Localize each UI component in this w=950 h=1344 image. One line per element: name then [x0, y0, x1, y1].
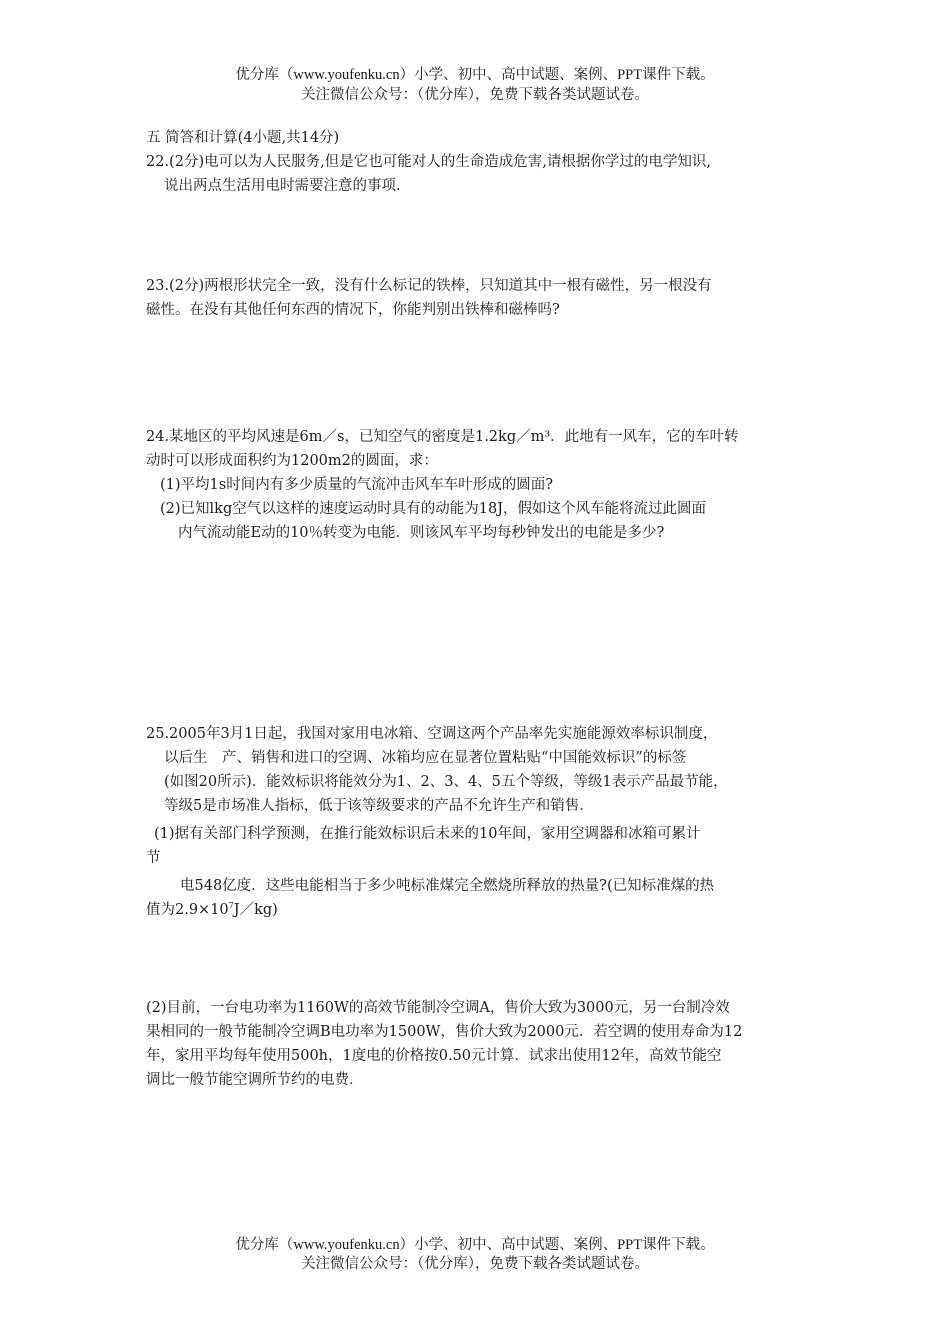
q25-part-1-line-2: 节 — [146, 850, 161, 866]
footer-line-2: 关注微信公众号：（优分库），免费下载各类试题试卷。 — [301, 1256, 649, 1272]
section-title: 五 简答和计算(4小题,共14分) — [146, 130, 340, 146]
q25-line-4: 等级5是市场准人指标，低于该等级要求的产品不允许生产和销售． — [164, 798, 594, 814]
q24-part-1: (1)平均1s时间内有多少质量的气流冲击风车车叶形成的圆面? — [160, 477, 553, 493]
q22-line-1: 22.(2分)电可以为人民服务,但是它也可能对人的生命造成危害,请根据你学过的电学知识, — [146, 154, 711, 170]
q23-line-2: 磁性。在没有其他任何东西的情况下，你能判别出铁棒和磁棒吗? — [146, 302, 560, 318]
q25-line-1: 25.2005年3月1日起，我国对家用电冰箱、空调这两个产品率先实施能源效率标识制度， — [146, 726, 718, 742]
q25-part-2-line-3: 年，家用平均每年使用500h，1度电的价格按0.50元计算．试求出使用12年，高效节能空 — [146, 1048, 722, 1064]
q23-line-1: 23.(2分)两根形状完全一致，没有什么标记的铁棒，只知道其中一根有磁性，另一根没有 — [146, 278, 712, 294]
header-line-1: 优分库（www.youfenku.cn）小学、初中、高中试题、案例、PPT课件下载。 — [235, 67, 715, 83]
q25-part-2-line-2: 果相同的一般节能制冷空调B电功率为1500W，售价大致为2000元．若空调的使用寿命为12 — [146, 1024, 743, 1040]
q25-line-2: 以后生 产、销售和进口的空调、冰箱均应在显著位置粘贴“中国能效标识”的标签 — [164, 750, 687, 766]
q24-line-2: 动时可以形成面积约为1200m2的圆面，求： — [146, 453, 438, 469]
q25-part-2-line-4: 调比一般节能空调所节约的电费． — [146, 1072, 364, 1088]
q25-part-1-line-4 — [146, 898, 278, 922]
q25-heat-unit: J／kg) — [233, 902, 278, 918]
q25-line-3: (如图20所示)．能效标识将能效分为1、2、3、4、5五个等级，等级1表示产品最节能， — [164, 774, 728, 790]
q25-part-1-line-1: (1)据有关部门科学预测，在推行能效标识后未来的10年间，家用空调器和冰箱可累计 — [154, 826, 701, 842]
header-line-2: 关注微信公众号：（优分库），免费下载各类试题试卷。 — [301, 87, 649, 103]
q24-line-1: 24.某地区的平均风速是6m／s，已知空气的密度是1.2kg／m³．此地有一风车，它的车叶转 — [146, 429, 739, 445]
q22-line-2: 说出两点生活用电时需要注意的事项. — [164, 178, 401, 194]
q24-part-2-line-1: (2)已知lkg空气以这样的速度运动时具有的动能为18J，假如这个风车能将流过此圆面 — [160, 501, 707, 517]
q25-part-1-line-3: 电548亿度．这些电能相当于多少吨标准煤完全燃烧所释放的热量?(已知标准煤的热 — [180, 878, 715, 894]
q25-part-2-line-1: (2)目前，一台电功率为1160W的高效节能制冷空调A，售价大致为3000元，另一台制冷效 — [146, 1000, 730, 1016]
q24-part-2-line-2: 内气流动能E动的10％转变为电能．则该风车平均每秒钟发出的电能是多少? — [178, 525, 665, 541]
q25-heat-value: 值为2.9×10 — [146, 902, 229, 918]
q25-exponent: 7 — [228, 901, 234, 910]
footer-line-1: 优分库（www.youfenku.cn）小学、初中、高中试题、案例、PPT课件下载。 — [235, 1237, 715, 1253]
